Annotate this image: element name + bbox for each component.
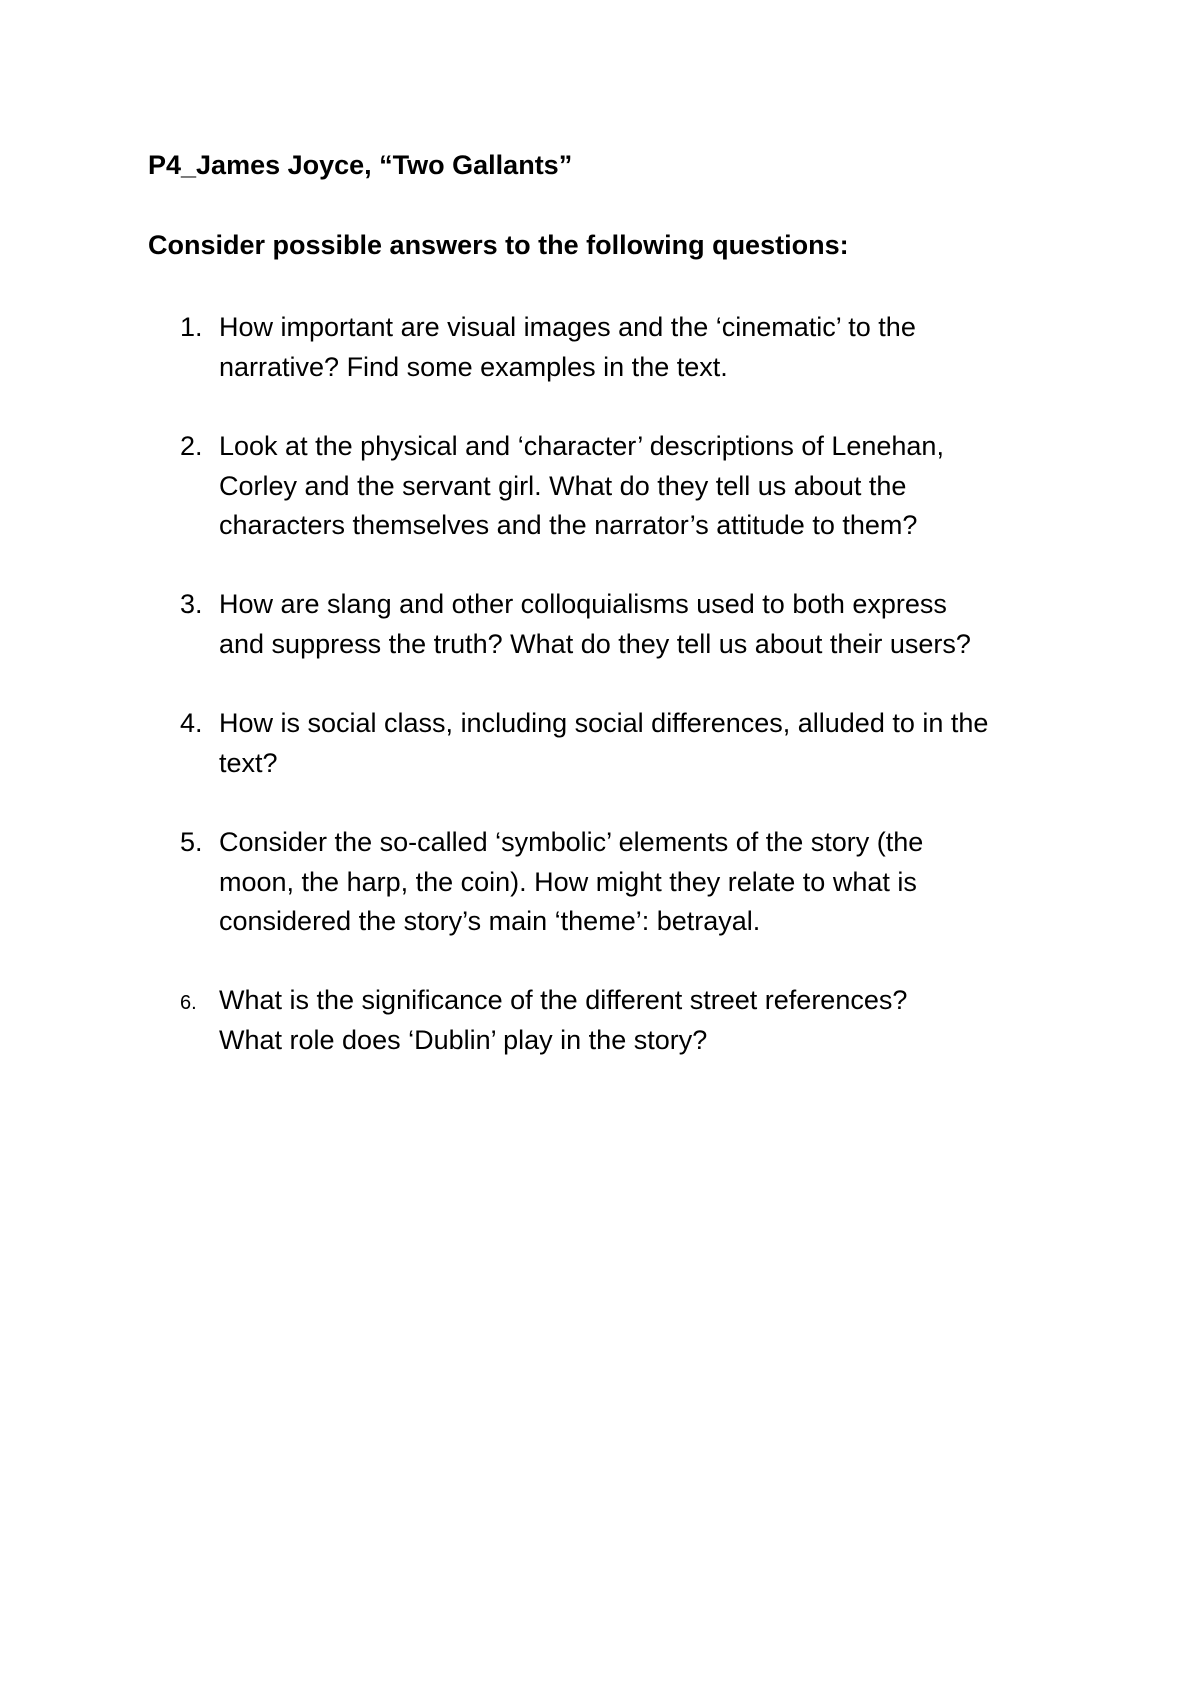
question-number: 2.: [180, 431, 203, 461]
question-number: 5.: [180, 827, 203, 857]
question-text-line: How important are visual images and the ‘cinematic’ to the: [219, 312, 916, 342]
question-text-line: What role does ‘Dublin’ play in the story?: [219, 1024, 708, 1055]
question-text-line: moon, the harp, the coin). How might they relate to what is: [219, 866, 917, 897]
instructions-heading: Consider possible answers to the following questions:: [148, 230, 849, 260]
question-text-line: How is social class, including social differences, alluded to in the: [219, 708, 989, 738]
question-text-line: What is the significance of the different street references?: [219, 985, 908, 1015]
question-text-line: narrative? Find some examples in the text.: [219, 351, 728, 382]
question-text-line: and suppress the truth? What do they tell us about their users?: [219, 628, 971, 659]
question-text-line: How are slang and other colloquialisms used to both express: [219, 589, 947, 619]
question-number: 1.: [180, 312, 203, 342]
question-number: 4.: [180, 708, 203, 738]
question-text-line: characters themselves and the narrator’s attitude to them?: [219, 510, 918, 540]
question-number: 6.: [180, 992, 197, 1014]
document-title: P4_James Joyce, “Two Gallants”: [148, 150, 573, 180]
question-text-line: considered the story’s main ‘theme’: betrayal.: [219, 906, 761, 936]
question-text-line: Consider the so-called ‘symbolic’ elements of the story (the: [219, 827, 924, 857]
question-number: 3.: [180, 589, 203, 619]
question-text-line: Corley and the servant girl. What do they tell us about the: [219, 470, 907, 501]
question-text-line: Look at the physical and ‘character’ descriptions of Lenehan,: [219, 431, 944, 461]
question-text-line: text?: [219, 747, 278, 778]
